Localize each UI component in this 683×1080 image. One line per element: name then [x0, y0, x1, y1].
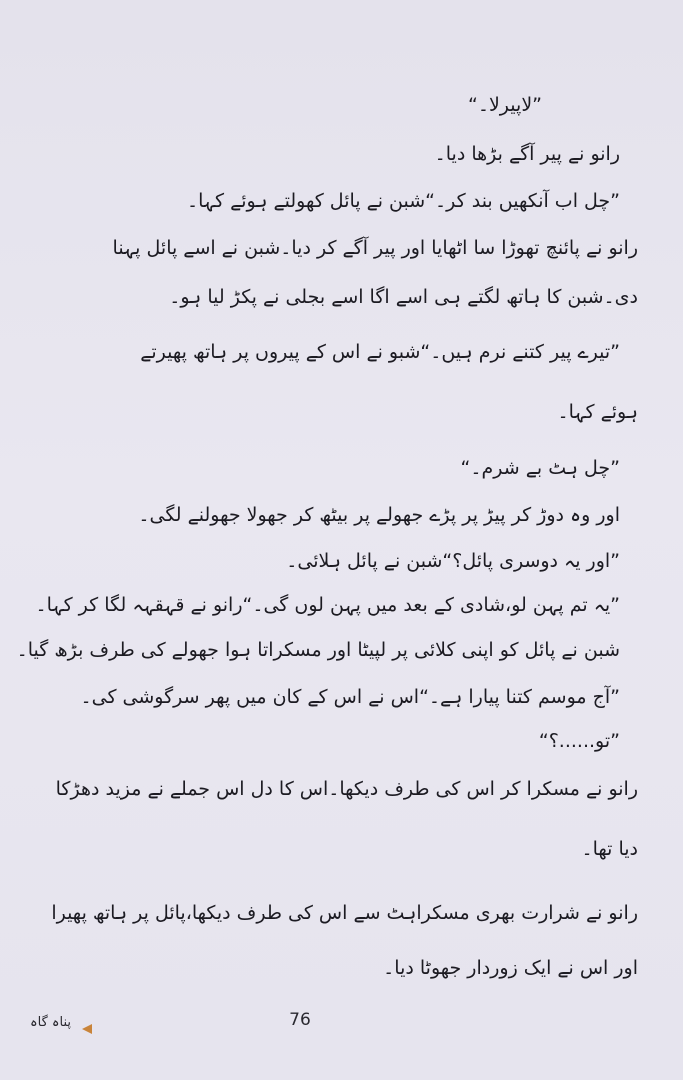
- text-line-7: ہوئے کہا۔: [557, 401, 638, 423]
- text-line-6: ”تیرے پیر کتنے نرم ہیں۔“شبو نے اس کے پیروں پر ہاتھ پھیرتے: [140, 341, 620, 363]
- text-line-1: ”لاپیرلا۔“: [468, 94, 542, 116]
- arrow-marker-icon: [82, 1024, 92, 1034]
- text-line-2: رانو نے پیر آگے بڑھا دیا۔: [434, 143, 620, 165]
- text-line-17: رانو نے شرارت بھری مسکراہٹ سے اس کی طرف دیکھا،پائل پر ہاتھ پھیرا: [51, 902, 638, 924]
- text-line-4: رانو نے پائنچ تھوڑا سا اٹھایا اور پیر آگے کر دیا۔شبن نے اسے پائل پہنا: [112, 237, 638, 259]
- text-line-12: شبن نے پائل کو اپنی کلائی پر لپیٹا اور مسکراتا ہوا جھولے کی طرف بڑھ گیا۔: [16, 639, 620, 661]
- text-line-3: ”چل اب آنکھیں بند کر۔“شبن نے پائل کھولتے ہوئے کہا۔: [186, 190, 620, 212]
- text-line-11: ”یہ تم پہن لو،شادی کے بعد میں پہن لوں گی۔“رانو نے قہقہہ لگا کر کہا۔: [35, 594, 620, 616]
- text-line-16: دیا تھا۔: [581, 838, 638, 860]
- text-line-14: ”تو......؟“: [538, 730, 620, 752]
- page-number: 76: [289, 1010, 311, 1030]
- text-line-15: رانو نے مسکرا کر اس کی طرف دیکھا۔اس کا دل اس جملے نے مزید دھڑکا: [55, 778, 638, 800]
- text-line-9: اور وہ دوڑ کر پیڑ پر پڑے جھولے پر بیٹھ کر جھولا جھولنے لگی۔: [138, 504, 620, 526]
- text-line-18: اور اس نے ایک زوردار جھوٹا دیا۔: [383, 957, 638, 979]
- text-line-5: دی۔شبن کا ہاتھ لگتے ہی اسے اگا اسے بجلی نے پکڑ لیا ہو۔: [169, 286, 638, 308]
- text-line-10: ”اور یہ دوسری پائل؟“شبن نے پائل ہلائی۔: [286, 550, 620, 572]
- text-line-8: ”چل ہٹ بے شرم۔“: [460, 457, 620, 479]
- page-body-text: [16, 78, 638, 993]
- text-line-13: ”آج موسم کتنا پیارا ہے۔“اس نے اس کے کان میں پھر سرگوشی کی۔: [80, 686, 620, 708]
- book-title: پناہ گاہ: [30, 1015, 72, 1030]
